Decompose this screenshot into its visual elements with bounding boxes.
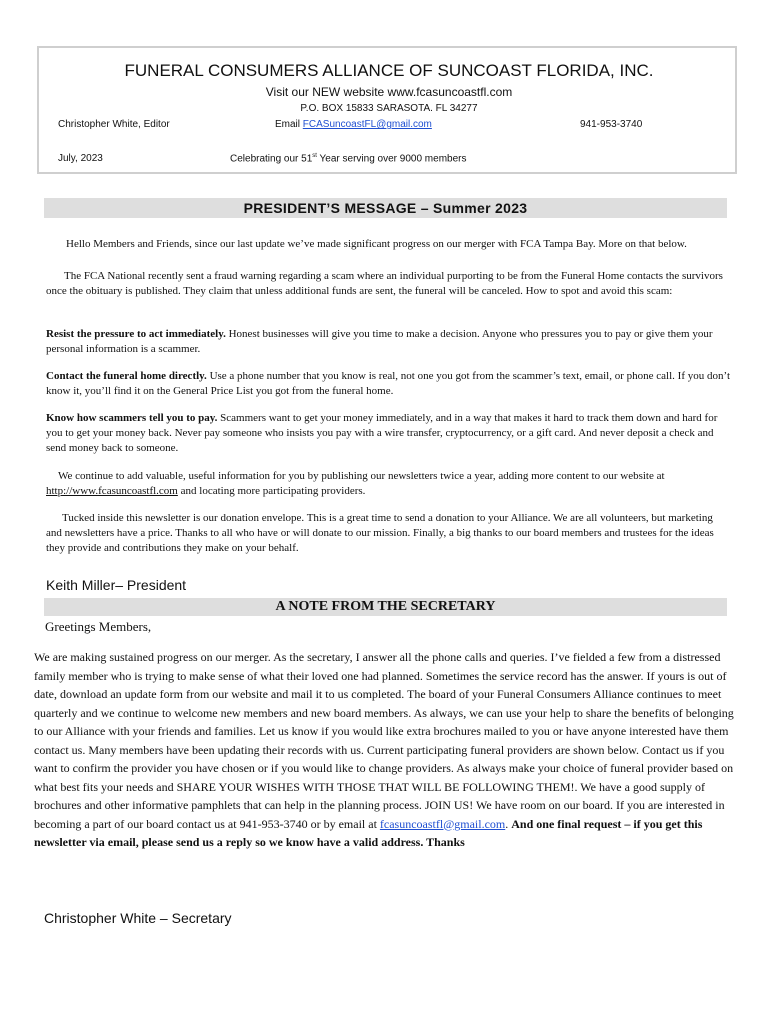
- anniversary-text: Celebrating our 51: [230, 153, 313, 165]
- secretary-body-text: We are making sustained progress on our merger. As the secretary, I answer all the phone calls and queries. I’ve fielded a few from a distressed family member who is trying to make sense of what their loved one had planned. Sometimes the service record has the answer. If yours is out of date, download an update form from our website and mail it to us completed. The board of your Funeral Consumers Alliance continues to meet quarterly and we continue to welcome new members and new board members. As always, we can use your help to share the benefits of belonging to our Alliance with your friends and families. Let us know if you would like extra brochures mailed to you or have anyone interested have them contact us. Many members have been updating their records with us. Current participating funeral providers are shown below. Contact us if you want to confirm the provider you have chosen or if you would like to change providers. As always make your choice of funeral provider based on what best fits your needs and SHARE YOUR WISHES WITH THOSE THAT WILL BE FOLLOWING THEM!. We have a good supply of brochures and other informative pamphlets that can help in the planning process. JOIN US! We have room on our board. If you are interested in becoming a part of our board contact us at 941-953-3740 or by email at: [34, 650, 734, 831]
- tip-title: Know how scammers tell you to pay.: [46, 412, 218, 424]
- tip-resist-pressure: [46, 327, 730, 357]
- tip-body: Scammers want to get your money immediately, and in a way that makes it hard to track them down and hard for you to get your money back. Never pay someone who insists you pay with a wire transfer, cryptocurrency, or a gift card. And never deposit a check and send money back to someone.: [46, 412, 718, 454]
- website-link[interactable]: http://www.fcasuncoastfl.com: [46, 485, 178, 497]
- president-paragraph-intro: Hello Members and Friends, since our last update we’ve made significant progress on our merger with FCA Tampa Bay. More on that below.: [66, 238, 687, 250]
- secretary-signature: Christopher White – Secretary: [44, 910, 232, 926]
- email-link[interactable]: FCASuncoastFL@gmail.com: [302, 119, 432, 130]
- tip-body: Honest businesses will give you time to make a decision. Anyone who pressures you to pay or give them your personal information is a scammer.: [46, 328, 713, 355]
- president-paragraph-scam: The FCA National recently sent a fraud warning regarding a scam where an individual purporting to be from the Funeral Home contacts the survivors once the obituary is published. They claim that unless additional funds are sent, the funeral will be canceled. How to spot and avoid this scam:: [46, 270, 723, 297]
- secretary-email-link[interactable]: fcasuncoastfl@gmail.com: [379, 816, 506, 831]
- tip-know-payment: [46, 411, 730, 456]
- presidents-message-heading: PRESIDENT’S MESSAGE – Summer 2023: [44, 198, 727, 218]
- website-line: Visit our NEW website www.fcasuncoastfl.com: [265, 85, 513, 99]
- issue-date: July, 2023: [58, 153, 103, 164]
- president-signature: Keith Miller– President: [46, 577, 187, 593]
- tip-title: Contact the funeral home directly.: [46, 370, 207, 382]
- tip-title: Resist the pressure to act immediately.: [46, 328, 226, 340]
- anniversary-text-end: Year serving over 9000 members: [316, 153, 467, 165]
- tip-contact-funeral-home: [46, 369, 730, 399]
- president-paragraph-website: [46, 469, 730, 499]
- editor-credit: Christopher White, Editor: [58, 119, 170, 130]
- email-label: Email: [275, 119, 303, 130]
- newsletter-title: FUNERAL CONSUMERS ALLIANCE OF SUNCOAST FLORIDA, INC.: [124, 61, 654, 80]
- phone-number: 941-953-3740: [580, 119, 643, 130]
- masthead: [37, 46, 737, 174]
- secretary-greeting: Greetings Members,: [45, 619, 152, 634]
- email-line: [275, 119, 432, 130]
- president-paragraph-donation: Tucked inside this newsletter is our donation envelope. This is a great time to send a donation to your Alliance. We are all volunteers, but marketing and newsletters have a price. Thanks to all who have or will donate to our mission. Finally, a big thanks to our board members and trustees for the ideas they provide and contributions they make on your behalf.: [46, 512, 714, 554]
- tip-body: Use a phone number that you know is real, not one you got from the scammer’s text, email, or phone call. If you don’t know it, you’ll find it on the General Price List you got from the funeral home.: [46, 370, 731, 397]
- secretary-body-punct: .: [505, 816, 512, 831]
- secretary-body: [34, 648, 746, 852]
- po-box: P.O. BOX 15833 SARASOTA. FL 34277: [300, 103, 478, 114]
- paragraph-text: We continue to add valuable, useful information for you by publishing our newsletters twice a year, adding more content to our website at: [58, 470, 665, 482]
- paragraph-text-end: and locating more participating providers.: [177, 485, 366, 497]
- anniversary-line: [230, 153, 466, 164]
- final-request: And one final request – if you get this newsletter via email, please send us a reply so we know have a valid address. Thanks: [34, 816, 703, 849]
- ordinal-suffix: st: [312, 153, 317, 159]
- secretary-note-heading: A NOTE FROM THE SECRETARY: [44, 598, 727, 616]
